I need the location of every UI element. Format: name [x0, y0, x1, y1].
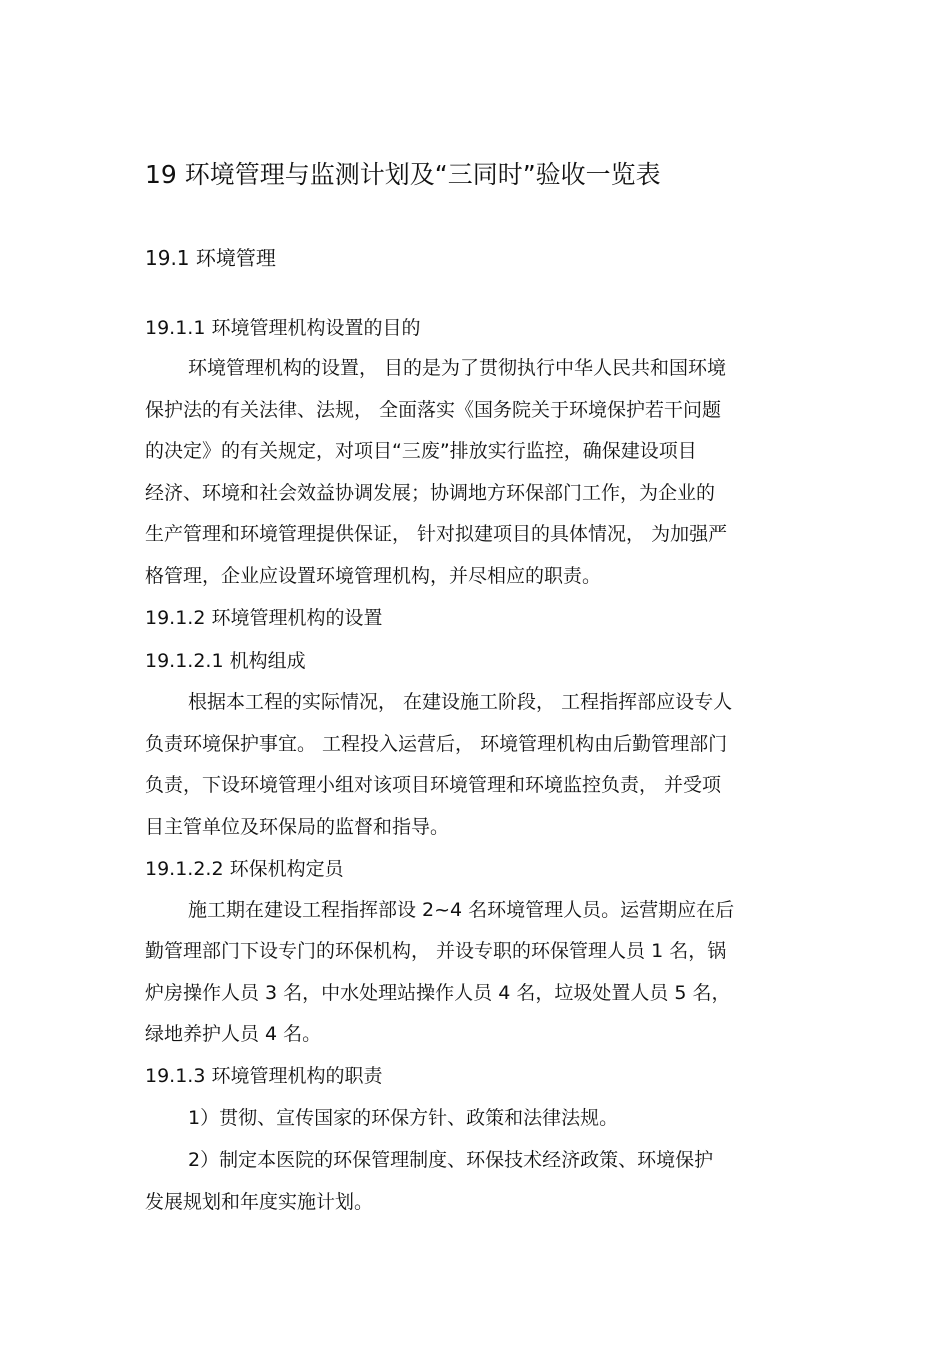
paragraph-line: 根据本工程的实际情况， 在建设施工阶段， 工程指挥部应设专人 — [188, 691, 733, 713]
paragraph-line: 目主管单位及环保局的监督和指导。 — [145, 816, 450, 838]
paragraph-line: 环境管理机构的设置， 目的是为了贯彻执行中华人民共和国环境 — [188, 357, 727, 379]
paragraph-line: 经济、环境和社会效益协调发展；协调地方环保部门工作，为企业的 — [145, 482, 716, 504]
paragraph-line: 保护法的有关法律、法规， 全面落实《国务院关于环境保护若干问题 — [145, 399, 722, 421]
list-item-continuation: 发展规划和年度实施计划。 — [145, 1191, 374, 1213]
document-title: 19 环境管理与监测计划及“三同时”验收一览表 — [145, 160, 661, 189]
list-item: 1）贯彻、宣传国家的环保方针、政策和法律法规。 — [188, 1107, 619, 1129]
paragraph-line: 的决定》的有关规定，对项目“三废”排放实行监控，确保建设项目 — [145, 440, 697, 462]
section-heading-19-1-1: 19.1.1 环境管理机构设置的目的 — [145, 317, 421, 339]
paragraph-line: 生产管理和环境管理提供保证， 针对拟建项目的具体情况， 为加强严 — [145, 523, 728, 545]
section-heading-19-1-3: 19.1.3 环境管理机构的职责 — [145, 1065, 383, 1087]
paragraph-line: 格管理，企业应设置环境管理机构，并尽相应的职责。 — [145, 565, 602, 587]
section-heading-19-1-2-1: 19.1.2.1 机构组成 — [145, 650, 306, 672]
paragraph-line: 炉房操作人员 3 名，中水处理站操作人员 4 名，垃圾处置人员 5 名， — [145, 982, 731, 1004]
paragraph-line: 施工期在建设工程指挥部设 2~4 名环境管理人员。运营期应在后 — [188, 899, 735, 921]
paragraph-line: 勤管理部门下设专门的环保机构， 并设专职的环保管理人员 1 名，锅 — [145, 940, 727, 962]
paragraph-line: 绿地养护人员 4 名。 — [145, 1023, 322, 1045]
paragraph-line: 负责，下设环境管理小组对该项目环境管理和环境监控负责， 并受项 — [145, 774, 722, 796]
section-heading-19-1-2-2: 19.1.2.2 环保机构定员 — [145, 858, 344, 880]
paragraph-line: 负责环境保护事宜。 工程投入运营后， 环境管理机构由后勤管理部门 — [145, 733, 728, 755]
list-item: 2）制定本医院的环保管理制度、环保技术经济政策、环境保护 — [188, 1149, 714, 1171]
section-heading-19-1-2: 19.1.2 环境管理机构的设置 — [145, 607, 383, 629]
section-heading-19-1: 19.1 环境管理 — [145, 246, 276, 270]
